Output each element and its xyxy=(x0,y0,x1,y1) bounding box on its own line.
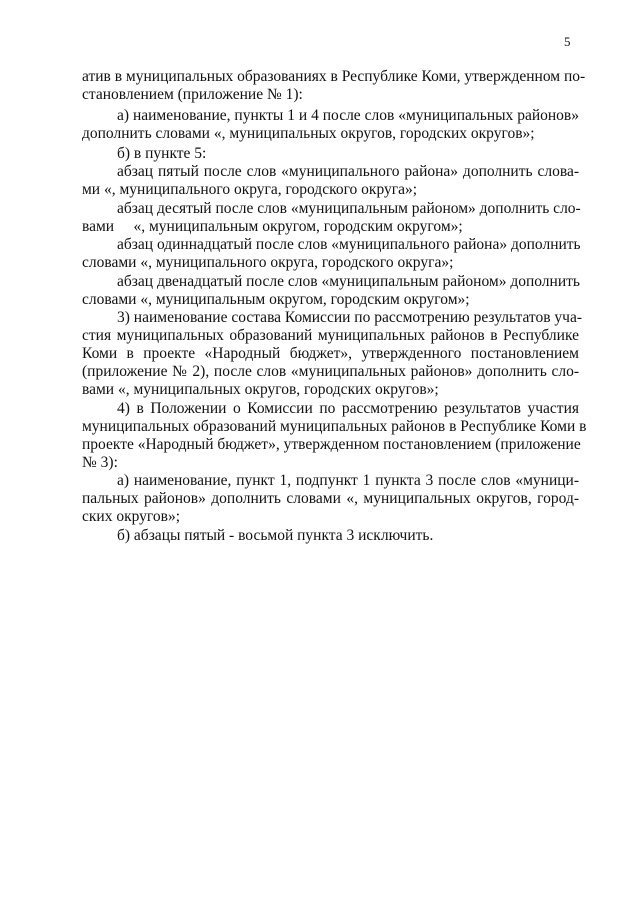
text-line: ских округов»; xyxy=(82,508,181,525)
text-line: Коми в проекте «Народный бюджет», утвержденного постановлением xyxy=(82,345,579,362)
text-line: б) абзацы пятый - восьмой пункта 3 исключить. xyxy=(117,527,434,544)
text-line: пальных районов» дополнить словами «, муниципальных округов, город- xyxy=(82,490,579,507)
text-line: абзац пятый после слов «муниципального района» дополнить слова- xyxy=(117,163,579,180)
text-line: становлением (приложение № 1): xyxy=(82,86,303,103)
text-line: 4) в Положении о Комиссии по рассмотрению результатов участия xyxy=(117,400,579,417)
text-line: а) наименование, пункты 1 и 4 после слов «муниципальных районов» xyxy=(117,107,579,124)
text-line: 3) наименование состава Комиссии по рассмотрению результатов уча- xyxy=(117,309,583,326)
text-line: № 3): xyxy=(82,454,118,471)
text-line: словами «, муниципальным округом, городским округом»; xyxy=(82,291,470,308)
text-line: ми «, муниципального округа, городского округа»; xyxy=(82,181,418,198)
page-number: 5 xyxy=(564,34,571,49)
text-line: абзац десятый после слов «муниципальным районом» дополнить сло- xyxy=(117,200,581,217)
text-line: б) в пункте 5: xyxy=(117,145,207,162)
text-line: муниципальных образований муниципальных районов в Республике Коми в xyxy=(82,418,587,435)
text-line: абзац одиннадцатый после слов «муниципального района» дополнить xyxy=(117,236,581,253)
text-line: атив в муниципальных образованиях в Республике Коми, утвержденном по- xyxy=(82,68,586,85)
text-line: дополнить словами «, муниципальных округов, городских округов»; xyxy=(82,125,535,142)
text-line: вами «, муниципальным округом, городским округом»; xyxy=(82,218,463,235)
text-line: (приложение № 2), после слов «муниципальных районов» дополнить сло- xyxy=(82,363,579,380)
text-line: стия муниципальных образований муниципальных районов в Республике xyxy=(82,327,579,344)
text-line: абзац двенадцатый после слов «муниципальным районом» дополнить xyxy=(117,273,580,290)
text-line: проекте «Народный бюджет», утвержденном постановлением (приложение xyxy=(82,436,581,453)
text-line: а) наименование, пункт 1, подпункт 1 пункта 3 после слов «муници- xyxy=(117,472,579,489)
text-line: вами «, муниципальных округов, городских округов»; xyxy=(82,381,439,398)
text-line: словами «, муниципального округа, городского округа»; xyxy=(82,254,454,271)
